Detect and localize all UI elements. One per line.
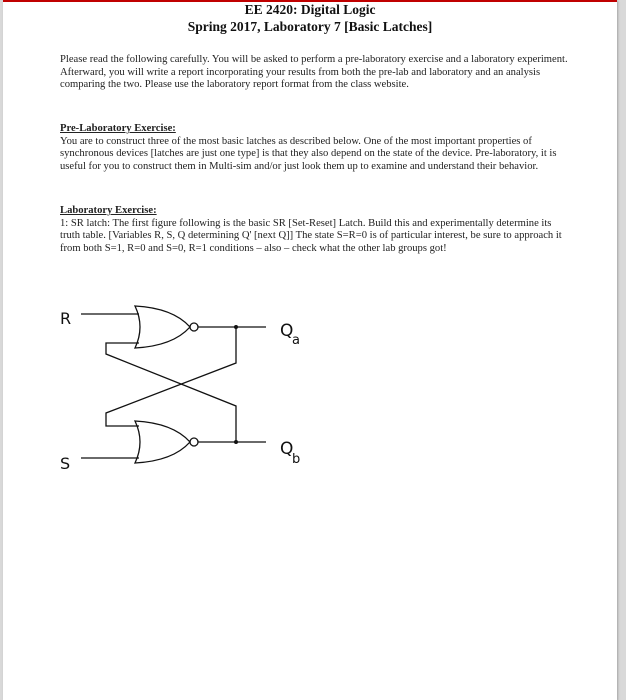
intro-paragraph: Please read the following carefully. You will be asked to perform a pre-laboratory exercise and a laboratory experiment. Afterward, you will write a report incorporating your results from both the pre-lab and laboratory and an analysis comparing the two. Please use the laboratory report format from the class website. — [60, 54, 568, 91]
lab-heading: Laboratory Exercise: — [60, 205, 157, 216]
nor-gate-upper — [135, 306, 190, 348]
sr-latch-diagram — [3, 2, 617, 700]
prelab-heading: Pre-Laboratory Exercise: — [60, 123, 176, 134]
junction-dot-b — [234, 440, 238, 444]
nor-bubble-upper — [190, 323, 198, 331]
nor-gate-lower — [135, 421, 190, 463]
qb-label: Q — [280, 439, 294, 459]
lab-body: 1: SR latch: The first figure following is the basic SR [Set-Reset] Latch. Build this and experimentally determine its truth table. [Variables R, S, Q determining Q' [next Q]] The state S=R=0 is of particular interest, be sure to approach it from both S=1, R=0 and S=0, R=1 conditions – also – check what the other lab groups got! — [60, 217, 562, 254]
r-label: R — [60, 309, 72, 328]
qb-subscript: b — [292, 452, 301, 467]
nor-bubble-lower — [190, 438, 198, 446]
qa-subscript: a — [292, 333, 300, 348]
junction-dot-a — [234, 325, 238, 329]
feedback-wire-b — [106, 343, 236, 442]
s-label: S — [60, 454, 71, 473]
qa-label: Q — [280, 321, 294, 341]
lab-title: Spring 2017, Laboratory 7 [Basic Latches] — [187, 19, 433, 34]
course-title: EE 2420: Digital Logic — [244, 2, 376, 17]
document-page — [3, 0, 617, 700]
feedback-wire-a — [106, 327, 236, 426]
prelab-body: You are to construct three of the most basic latches as described below. One of the most important properties of synchronous devices [latches are just one type] is that they also depend on the state of the device. Pre-laboratory, it is useful for you to construct them in Multi-sim and/or just look them up to examine and understand their behavior. — [60, 135, 557, 172]
